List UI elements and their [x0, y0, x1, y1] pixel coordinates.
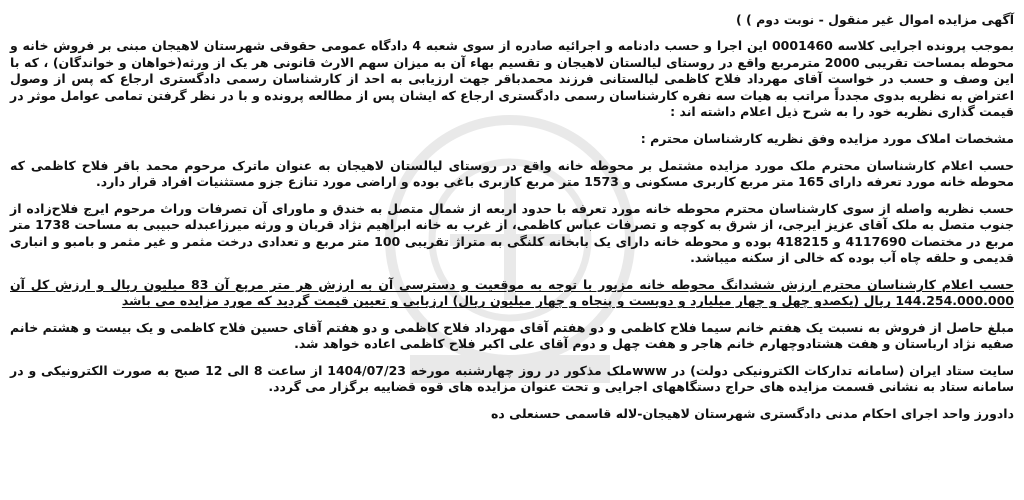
proceeds-distribution: مبلغ حاصل از فروش به نسبت یک هفتم خانم سیما فلاح کاظمی و دو هفتم آقای مهرداد فلاح کاظمی و دو هفتم آقای حسین فلاح کاظمی و یک بیست و هشتم خانم صفیه نژاد ارباستان و هفت هشتادوچهارم خانم هاجر و هفت چهل و دوم آقای علی اکبر فلاح کاظمی اعاده خواهد شد.	[10, 319, 1014, 352]
property-specs-heading: مشخصات املاک مورد مزایده وفق نظریه کارشناسان محترم :	[640, 130, 1014, 146]
notice-footer-signature: دادورز واحد اجرای احکام مدنی دادگستری شهرستان لاهیجان-لاله قاسمی حسنعلی ده	[491, 405, 1014, 421]
property-description: حسب اعلام کارشناسان محترم ملک مورد مزایده مشتمل بر محوطه خانه واقع در روستای لیالستان لاهیجان به عنوان ماترک مرحوم محمد باقر فلاح کاظمی که محوطه خانه مورد تعرفه دارای 165 متر مربع کاربری مسکونی و 1573 متر مربع کاربری باغی بوده و اراضی مورد تنازع جزو مستثنیات افراد قرار دارد.	[10, 157, 1014, 190]
notice-title: آگهی مزایده اموال غیر منقول - نوبت دوم ) )	[735, 12, 1014, 27]
auction-details: سایت ستاد ایران (سامانه تدارکات الکترونیکی دولت) در wwwملک مذکور در روز چهارشنبه مورخه 1404/07/23 از ساعت 8 الی 12 صبح به صورت الکترونیکی و در سامانه ستاد به نشانی قسمت مزایده های حراج دستگاههای اجرایی و تحت عنوان مزایده های قوه قضاییه برگزار می گردد.	[10, 362, 1014, 395]
property-valuation: حسب اعلام کارشناسان محترم ارزش ششدانگ محوطه خانه مزبور با توجه به موقعیت و دسترسی آن به ارزش هر متر مربع آن 83 میلیون ریال و ارزش کل آن 144.254.000.000 ریال (یکصدو چهل و چهار میلیارد و دویست و پنجاه و چهار میلیون ریال) ارزیابی و تعیین قیمت گردید که مورد مزایده می باشد	[10, 276, 1014, 309]
notice-intro: بموجب پرونده اجرایی کلاسه 0001460 این اجرا و حسب دادنامه و اجرائیه صادره از سوی شعبه 4 دادگاه عمومی حقوقی شهرستان لاهیجان مبنی بر فروش خانه و محوطه بمساحت تقریبی 2000 مترمربع واقع در روستای لیالستان لاهیجان و تقسیم بهاء آن به میزان سهم الارث قانونی هر یک از ورثه(خواهان و خواندگان) ، که با این وصف و حسب در خواست آقای مهرداد فلاح کاظمی لیالستانی فرزند محمدباقر جهت ارزیابی به احد از کارشناسان رسمی دادگستری ارجاع که پس از وصول اعتراض به نظریه بدوی مجدداً مراتب به هیات سه نفره کارشناسان رسمی دادگستری ارجاع که ایشان پس از مطالعه پرونده و با در نظر گرفتن تمامی عوامل موثر در قیمت گذاری نظریه خود را به شرح ذیل اعلام داشته اند :	[10, 38, 1015, 120]
property-boundaries: حسب نظریه واصله از سوی کارشناسان محترم محوطه خانه مورد تعرفه با حدود اربعه از شمال متصل به خندق و ماورای آن تصرفات وراث مرحوم ایرج فلاح‌زاده از جنوب متصل به ملک آقای عزیز ایرجی، از شرق به کوچه و تصرفات عباس کاظمی، از غرب به خانه ابراهیم نژاد قربان و ورثه میرزاعبدله حبیبی به مساحت 1738 متر مربع در مختصات 4117690 و 418215 بوده و محوطه خانه دارای یک بابخانه کلنگی به متراژ تقریبی 100 متر مربع و تعدادی درخت مثمر و غیر مثمر و بامبو و انباری قدیمی و حلقه چاه آب بوده که خالی از سکنه میباشد.	[10, 200, 1014, 266]
